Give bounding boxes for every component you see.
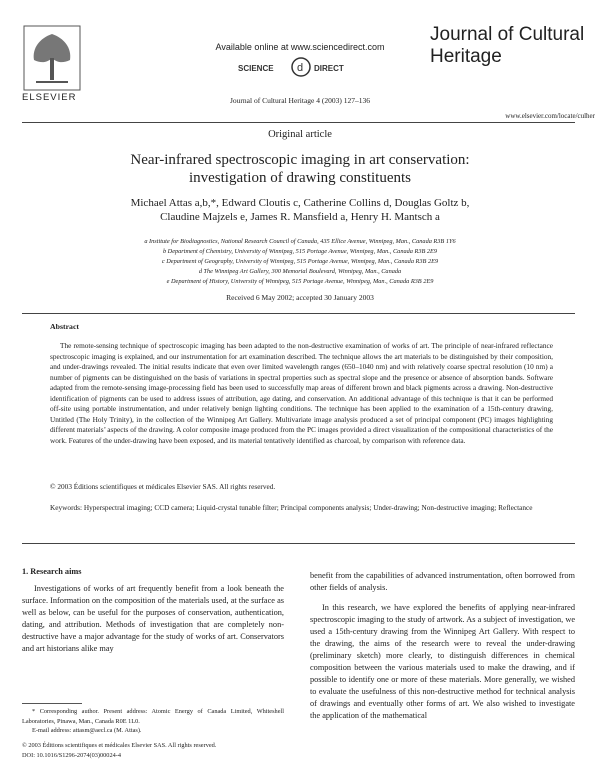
affiliation-d: d The Winnipeg Art Gallery, 300 Memorial Boulevard, Winnipeg, Man., Canada <box>198 268 402 275</box>
journal-url[interactable]: www.elsevier.com/locate/culher <box>505 112 595 120</box>
svg-text:d: d <box>297 62 304 74</box>
keywords: Keywords: Hyperspectral imaging; CCD camera; Liquid-crystal tunable filter; Principal components analysis; Under-drawing; Non-destructive imaging; Reflectance <box>50 503 533 512</box>
footnote <box>22 707 284 736</box>
abstract-copyright: © 2003 Éditions scientifiques et médicales Elsevier SAS. All rights reserved. <box>50 482 276 491</box>
issn-block <box>22 741 284 760</box>
received-dates: Received 6 May 2002; accepted 30 January 2003 <box>226 293 374 302</box>
abstract-text: The remote-sensing technique of spectroscopic imaging has been adapted to the non-destructive examination of works of art. The principle of near-infrared reflectance spectroscopic imaging is explained, and our instrumentation for art examination described. The technique allows the art materials to be distinguished by their composition, and under-drawings revealed. The initial results indicate that even over limited wavelength ranges (650–1040 nm) and with relatively coarse spectral resolution (10 nm) a number of pigments can be distinguished on the basis of variations in spectral properties such as spectral slope and the presence or absence of absorption bands. Software adapted from the remote-sensing image-processing field has been used to successfully map areas of different brown and black pigments across a drawing. Non-destructive identification of pigments can be used to address issues of attribution, age dating, and conservation. An additional advantage of this technique is that it can be performed off-site using portable instrumentation, and under relatively benign lighting conditions. The technique has been applied to the examination of a 15th-century drawing, Untitled (The Holy Trinity), in the collection of the Winnipeg Art Gallery. Multivariate image analysis produced a set of principal component (PC) images highlighting different materials’ aspects of the drawing. A color composite image produced from the PC images provided a direct visualization of the compositional characteristics of the work. Features of the under-drawing have been exposed, and its material tentatively identified as charcoal, by comparison with reference data. <box>50 341 553 445</box>
affiliation-b: b Department of Chemistry, University of Winnipeg, 515 Portage Avenue, Winnipeg, Man., Canada R3B 2E9 <box>162 248 438 255</box>
footnote-divider <box>22 703 82 704</box>
journal-title: Journal of Cultural Heritage <box>430 24 585 67</box>
authors-line-1: Michael Attas a,b,*, Edward Cloutis c, Catherine Collins d, Douglas Goltz b, <box>130 197 470 209</box>
body-paragraph: In this research, we have explored the benefits of applying near-infrared spectroscopic imaging to the study of artwork. As a subject of investigation, we used a 15th-century drawing from the Winnipeg Art Gallery. With respect to the drawing, the aims of the research were to reveal the under-drawing (preliminary sketch) more clearly, to distinguish differences in chemical composition between the various materials used to make the drawing, and if possible to identify one or more of these materials. More generally, we wished to evaluate the usefulness of this non-destructive method for technical analysis of drawings and eventually other forms of art. We also wished to investigate the application of the mathematical <box>310 603 575 720</box>
sciencedirect-left-text: SCIENCE <box>238 64 274 73</box>
author-list <box>70 196 530 224</box>
doi[interactable]: DOI: 10.1016/S1296-2074(03)00024-4 <box>22 751 121 759</box>
body-column-left: Investigations of works of art frequently benefit from a look beneath the surface. Information on the composition of the materials used, at the surface as well as below, can be useful for the purposes of conservation, authentication, dating, and attribution. Methods of investigation that are completely non-destructive have a major advantage for the study of works of art. Conservators and art historians alike may <box>22 584 284 653</box>
sciencedirect-right-text: DIRECT <box>314 64 344 73</box>
abstract-heading: Abstract <box>50 322 80 331</box>
body-paragraph: benefit from the capabilities of advanced instrumentation, often borrowed from other fields of analysis. <box>310 571 575 592</box>
journal-citation: Journal of Cultural Heritage 4 (2003) 127–136 <box>230 96 370 105</box>
body-column-right <box>310 570 575 730</box>
title-line-2: investigation of drawing constituents <box>188 170 412 186</box>
affiliation-c: c Department of Geography, University of Winnipeg, 515 Portage Avenue, Winnipeg, Man., Canada R3B 2E9 <box>161 258 439 265</box>
issn-copyright: © 2003 Éditions scientifiques et médicales Elsevier SAS. All rights reserved. <box>22 742 217 749</box>
sciencedirect-logo-icon <box>236 56 366 78</box>
keywords-divider <box>22 543 575 544</box>
section-heading: 1. Research aims <box>22 567 82 576</box>
article-type: Original article <box>268 129 332 140</box>
affiliation-a: a Institute for Biodiagnostics, National Research Council of Canada, 435 Ellice Avenue, Winnipeg, Man., Canada R3B 1Y6 <box>144 238 456 245</box>
available-online-text: Available online at www.sciencedirect.com <box>215 42 385 52</box>
abstract-divider <box>22 313 575 314</box>
paper-title <box>70 151 530 187</box>
authors-line-2: Claudine Majzels e, James R. Mansfield a, Henry H. Mantsch a <box>160 211 440 223</box>
publisher-name: ELSEVIER <box>22 92 77 103</box>
affiliation-e: e Department of History, University of Winnipeg, 515 Portage Avenue, Winnipeg, Man., Canada R3B 2E9 <box>166 278 434 285</box>
affiliations <box>60 237 540 287</box>
email-address[interactable]: E-mail address: attasm@aecl.ca (M. Attas). <box>32 727 142 734</box>
corresponding-author-note: * Corresponding author. Present address: Atomic Energy of Canada Limited, Whiteshell Laboratories, Pinawa, Man., Canada R0E 1L0. <box>22 708 284 725</box>
title-line-1: Near-infrared spectroscopic imaging in art conservation: <box>130 152 470 168</box>
elsevier-tree-logo-icon <box>22 24 82 94</box>
header-divider <box>22 122 575 123</box>
